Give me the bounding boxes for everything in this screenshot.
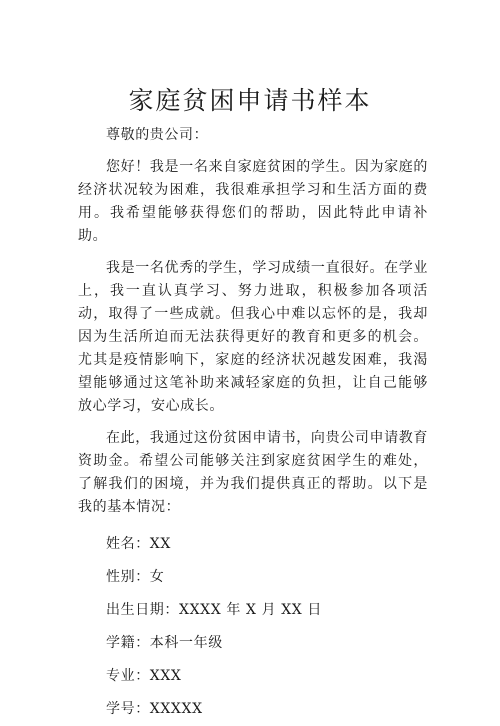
info-major: 专业：XXX bbox=[106, 668, 182, 684]
info-student-id: 学号：XXXXX bbox=[106, 701, 203, 717]
info-name: 姓名：XX bbox=[106, 536, 171, 552]
paragraph-greeting: 您好！我是一名来自家庭贫困的学生。因为家庭的经济状况较为困难，我很难承担学习和生活方面的费用。我希望能够获得您们的帮助，因此特此申请补助。 bbox=[78, 159, 428, 244]
info-birth-date: 出生日期：XXXX 年 X 月 XX 日 bbox=[106, 602, 323, 618]
basic-info-list bbox=[78, 528, 428, 726]
info-gender: 性别：女 bbox=[106, 569, 165, 585]
document-body bbox=[78, 124, 428, 726]
paragraph-background: 我是一名优秀的学生，学习成绩一直很好。在学业上，我一直认真学习、努力进取，积极参加各项活动，取得了一些成就。但我心中难以忘怀的是，我却因为生活所迫而无法获得更好的教育和更多的机会。尤其是疫情影响下，家庭的经济状况越发困难，我渴望能够通过这笔补助来减轻家庭的负担，让自己能够放心学习，安心成长。 bbox=[78, 260, 428, 414]
paragraph-request: 在此，我通过这份贫困申请书，向贵公司申请教育资助金。希望公司能够关注到家庭贫困学生的难处，了解我们的困境，并为我们提供真正的帮助。以下是我的基本情况： bbox=[78, 430, 428, 515]
salutation: 尊敬的贵公司： bbox=[106, 127, 209, 143]
document-title: 家庭贫困申请书样本 bbox=[128, 86, 372, 115]
info-enrollment: 学籍：本科一年级 bbox=[106, 635, 223, 651]
